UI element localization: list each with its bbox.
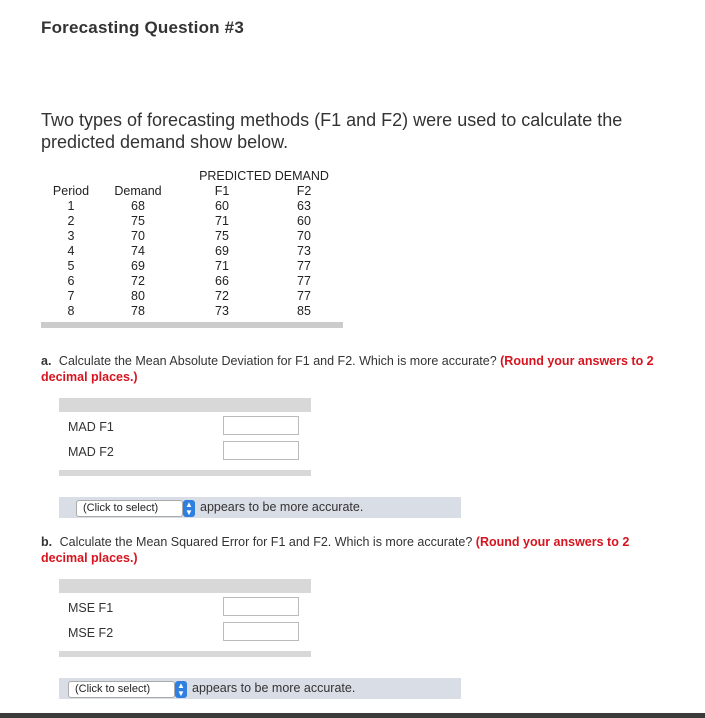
period-column <box>47 184 95 319</box>
question-a <box>41 353 671 385</box>
table-cell: 73 <box>297 244 311 258</box>
mse-f2-input[interactable] <box>223 622 299 641</box>
predicted-demand-header: PREDICTED DEMAND <box>199 169 329 183</box>
mad-accuracy-suffix: appears to be more accurate. <box>200 500 364 514</box>
mse-f1-input[interactable] <box>223 597 299 616</box>
table-cell: 72 <box>215 289 229 303</box>
table-cell: 68 <box>131 199 145 213</box>
mse-f2-label: MSE F2 <box>68 626 114 640</box>
mad-f2-input[interactable] <box>223 441 299 460</box>
demand-table <box>41 168 343 330</box>
question-b-text: Calculate the Mean Squared Error for F1 and F2. Which is more accurate? <box>59 535 473 549</box>
table-cell: 75 <box>131 214 145 228</box>
table-cell: 73 <box>215 304 229 318</box>
table-cell: 60 <box>297 214 311 228</box>
select-arrows-icon: ▲ ▼ <box>183 500 195 517</box>
bottom-divider <box>0 713 705 718</box>
column-header: Demand <box>114 184 162 198</box>
mse-accuracy-select-value: (Click to select) <box>75 683 151 695</box>
f2-column <box>279 184 329 319</box>
select-arrows-icon: ▲ ▼ <box>175 681 187 698</box>
table-cell: 2 <box>67 214 75 228</box>
table-cell: 75 <box>215 229 229 243</box>
mse-table-header-bar <box>59 579 311 593</box>
table-bottom-bar <box>41 322 343 328</box>
mad-f1-input[interactable] <box>223 416 299 435</box>
table-cell: 69 <box>215 244 229 258</box>
mse-table-footer-bar <box>59 651 311 657</box>
table-cell: 80 <box>131 289 145 303</box>
table-cell: 85 <box>297 304 311 318</box>
mad-table-header-bar <box>59 398 311 412</box>
table-cell: 1 <box>67 199 75 213</box>
mse-f1-label: MSE F1 <box>68 601 114 615</box>
mad-accuracy-select[interactable] <box>76 500 193 517</box>
table-cell: 60 <box>215 199 229 213</box>
table-cell: 69 <box>131 259 145 273</box>
table-cell: 3 <box>67 229 75 243</box>
table-cell: 78 <box>131 304 145 318</box>
mse-accuracy-row <box>59 678 461 699</box>
question-a-label: a. <box>41 354 52 368</box>
table-cell: 63 <box>297 199 311 213</box>
mse-accuracy-suffix: appears to be more accurate. <box>192 681 356 695</box>
table-cell: 8 <box>67 304 75 318</box>
table-cell: 74 <box>131 244 145 258</box>
table-cell: 77 <box>297 259 311 273</box>
table-cell: 66 <box>215 274 229 288</box>
mad-table-footer-bar <box>59 470 311 476</box>
table-cell: 7 <box>67 289 75 303</box>
demand-column <box>109 184 167 319</box>
table-cell: 77 <box>297 274 311 288</box>
table-cell: 6 <box>67 274 75 288</box>
page-title: Forecasting Question #3 <box>41 18 244 37</box>
question-b-rounding-note: (Round your answers to 2 decimal places.) <box>41 535 630 565</box>
table-cell: 4 <box>67 244 75 258</box>
mse-accuracy-select[interactable] <box>68 681 185 698</box>
table-cell: 70 <box>297 229 311 243</box>
f1-column <box>197 184 247 319</box>
table-cell: 5 <box>67 259 75 273</box>
column-header: F1 <box>214 184 230 198</box>
mad-f2-label: MAD F2 <box>68 445 114 459</box>
table-cell: 71 <box>215 214 229 228</box>
mad-f1-label: MAD F1 <box>68 420 114 434</box>
question-b <box>41 534 671 566</box>
table-cell: 72 <box>131 274 145 288</box>
mad-accuracy-row <box>59 497 461 518</box>
table-cell: 77 <box>297 289 311 303</box>
question-a-rounding-note: (Round your answers to 2 decimal places.) <box>41 354 654 384</box>
column-header: Period <box>52 184 90 198</box>
table-cell: 70 <box>131 229 145 243</box>
table-cell: 71 <box>215 259 229 273</box>
question-b-label: b. <box>41 535 53 549</box>
question-a-text: Calculate the Mean Absolute Deviation for F1 and F2. Which is more accurate? <box>58 354 497 368</box>
mad-accuracy-select-value: (Click to select) <box>83 502 159 514</box>
question-intro: Two types of forecasting methods (F1 and F2) were used to calculate the predicted demand show below. <box>41 110 623 152</box>
column-header: F2 <box>296 184 312 198</box>
